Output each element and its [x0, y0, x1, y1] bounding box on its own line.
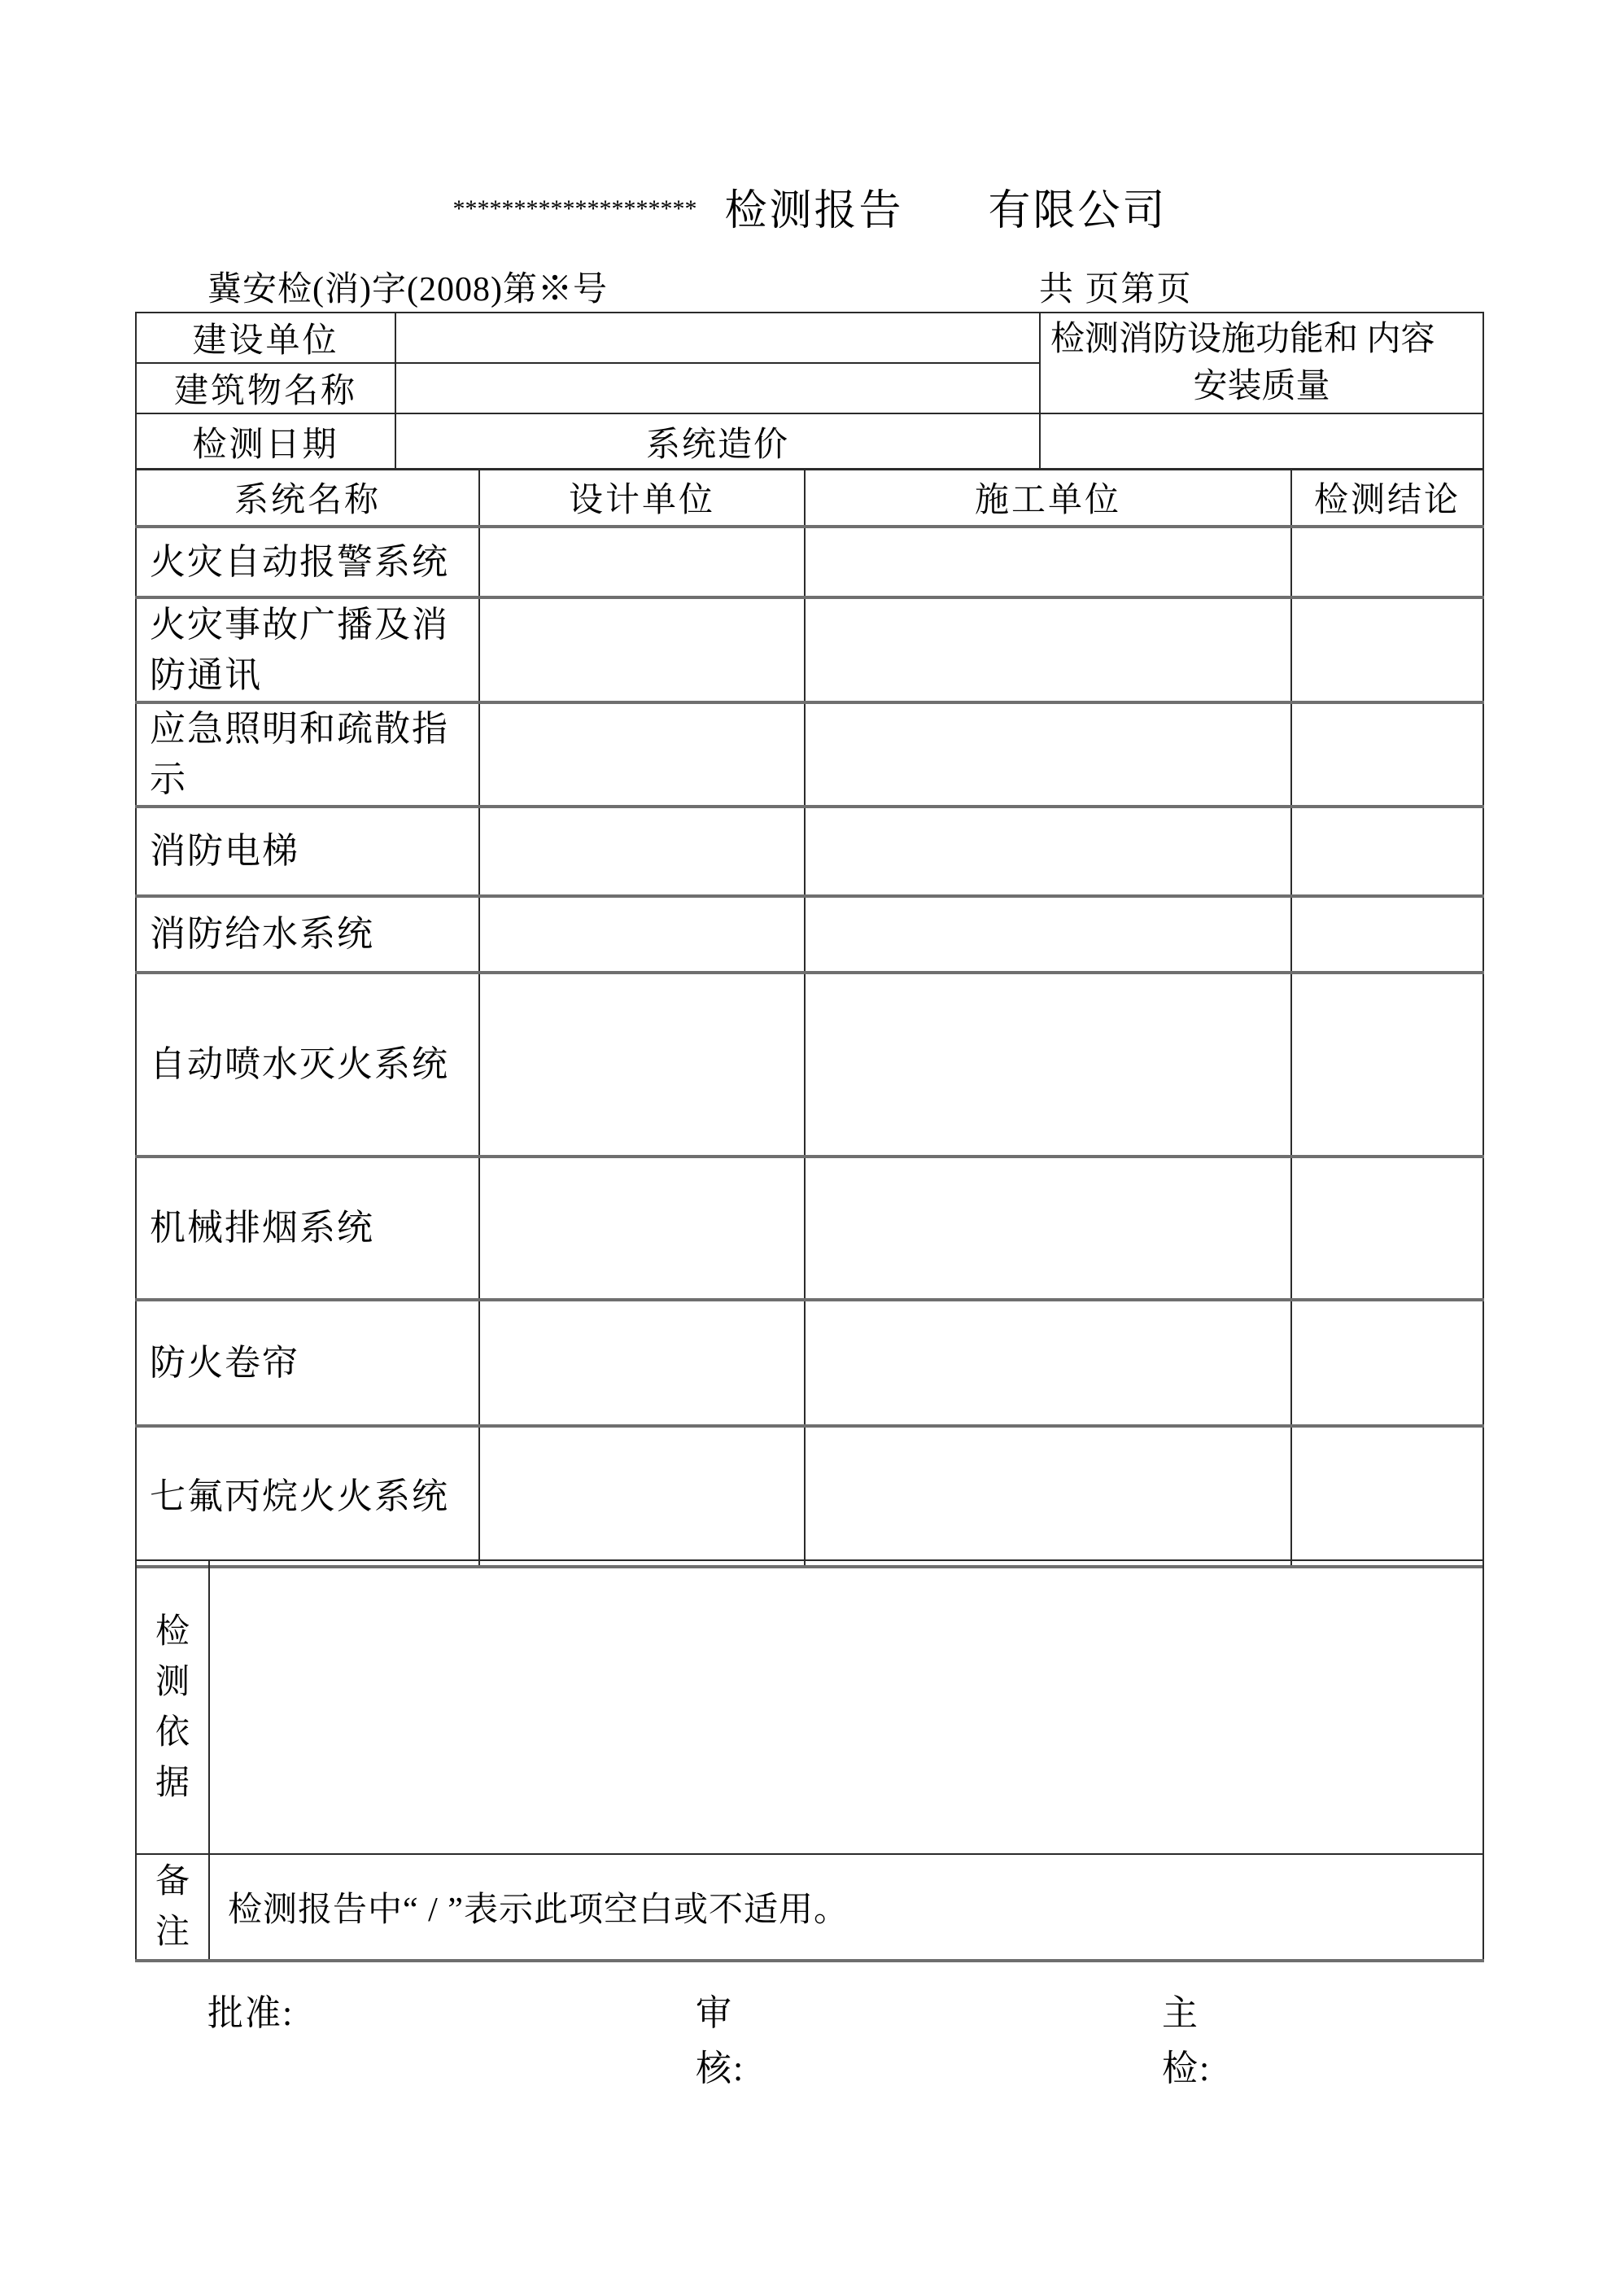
- system-name-cell: 火灾自动报警系统: [136, 527, 479, 597]
- remark-row: [136, 1854, 1483, 1961]
- system-row: [136, 973, 1483, 1157]
- design-unit-cell: [479, 807, 805, 896]
- construction-unit-cell: [805, 1426, 1291, 1567]
- design-unit-cell: [479, 1300, 805, 1426]
- company-suffix: 有限公司: [988, 188, 1168, 234]
- construction-unit-cell: [805, 597, 1291, 702]
- system-row: [136, 597, 1483, 702]
- construction-unit-cell: [805, 702, 1291, 807]
- conclusion-cell: [1291, 1157, 1483, 1300]
- approve-label: 批准:: [207, 1993, 295, 2033]
- inspection-content-line2: 安装质量: [1193, 368, 1330, 405]
- basis-remark-table: [135, 1559, 1484, 1962]
- system-row: [136, 1426, 1483, 1567]
- design-unit-cell: [479, 1426, 805, 1567]
- construction-unit-cell: [805, 527, 1291, 597]
- system-row: [136, 896, 1483, 973]
- system-name-cell: 火灾事故广播及消防通讯: [136, 597, 479, 702]
- design-unit-cell: [479, 527, 805, 597]
- design-unit-cell: [479, 973, 805, 1157]
- construction-unit-cell: [805, 896, 1291, 973]
- inspection-basis-row: [136, 1560, 1483, 1854]
- inspection-content-cell: [1040, 313, 1483, 413]
- system-row: [136, 1300, 1483, 1426]
- design-unit-cell: [479, 896, 805, 973]
- system-name-cell: 机械排烟系统: [136, 1157, 479, 1300]
- system-row: [136, 807, 1483, 896]
- building-name-value-cell: [395, 363, 1040, 413]
- review-label: [696, 1986, 745, 2097]
- conclusion-cell: [1291, 597, 1483, 702]
- system-name-cell: 七氟丙烷火火系统: [136, 1426, 479, 1567]
- systems-header-row: [136, 469, 1483, 527]
- system-cost-label: 系统造价: [395, 413, 1040, 470]
- chief-inspector-label: [1162, 1986, 1211, 2097]
- col-header-system-name: 系统名称: [136, 469, 479, 527]
- systems-table: [135, 468, 1484, 1568]
- review-label-line2: 核:: [696, 2049, 745, 2088]
- construction-unit-label: 建设单位: [136, 313, 395, 363]
- inspection-basis-content-cell: [209, 1560, 1483, 1854]
- system-row: [136, 702, 1483, 807]
- conclusion-cell: [1291, 807, 1483, 896]
- col-header-design-unit: 设计单位: [479, 469, 805, 527]
- design-unit-cell: [479, 1157, 805, 1300]
- system-name-cell: 防火卷帘: [136, 1300, 479, 1426]
- construction-unit-cell: [805, 1157, 1291, 1300]
- empty-cell: [1040, 413, 1483, 470]
- inspection-basis-label: 检测依据: [136, 1560, 209, 1854]
- report-title: [0, 176, 1620, 237]
- page-count-text: 共 页第页: [1039, 271, 1193, 308]
- system-name-cell: 应急照明和疏散指示: [136, 702, 479, 807]
- design-unit-cell: [479, 702, 805, 807]
- construction-unit-cell: [805, 807, 1291, 896]
- conclusion-cell: [1291, 973, 1483, 1157]
- conclusion-cell: [1291, 896, 1483, 973]
- system-row: [136, 527, 1483, 597]
- conclusion-cell: [1291, 702, 1483, 807]
- system-name-cell: 消防电梯: [136, 807, 479, 896]
- conclusion-cell: [1291, 1300, 1483, 1426]
- conclusion-cell: [1291, 527, 1483, 597]
- info-row-inspection-date: [136, 413, 1483, 470]
- system-row: [136, 1157, 1483, 1300]
- inspection-date-label: 检测日期: [136, 413, 395, 470]
- construction-unit-cell: [805, 1300, 1291, 1426]
- chief-label-line1: 主: [1162, 1993, 1199, 2033]
- document-number: 冀安检(消)字(2008)第※号: [207, 271, 608, 308]
- masked-company-stars: ********************: [452, 195, 697, 222]
- design-unit-cell: [479, 597, 805, 702]
- info-row-construction-unit: [136, 313, 1483, 363]
- chief-label-line2: 检:: [1162, 2049, 1212, 2088]
- report-title-text: 检测报告: [724, 188, 904, 234]
- remark-content: 检测报告中“ / ”表示此项空白或不适用。: [209, 1854, 1483, 1961]
- conclusion-cell: [1291, 1426, 1483, 1567]
- col-header-conclusion: 检测结论: [1291, 469, 1483, 527]
- system-name-cell: 自动喷水灭火系统: [136, 973, 479, 1157]
- construction-unit-value-cell: [395, 313, 1040, 363]
- info-table: [135, 312, 1484, 470]
- building-name-label: 建筑物名称: [136, 363, 395, 413]
- remark-label: 备注: [136, 1854, 209, 1961]
- review-label-line1: 审: [696, 1993, 733, 2033]
- construction-unit-cell: [805, 973, 1291, 1157]
- system-name-cell: 消防给水系统: [136, 896, 479, 973]
- inspection-content-line1: 检测消防设施功能和 内容: [1050, 321, 1435, 358]
- col-header-construction-unit: 施工单位: [805, 469, 1291, 527]
